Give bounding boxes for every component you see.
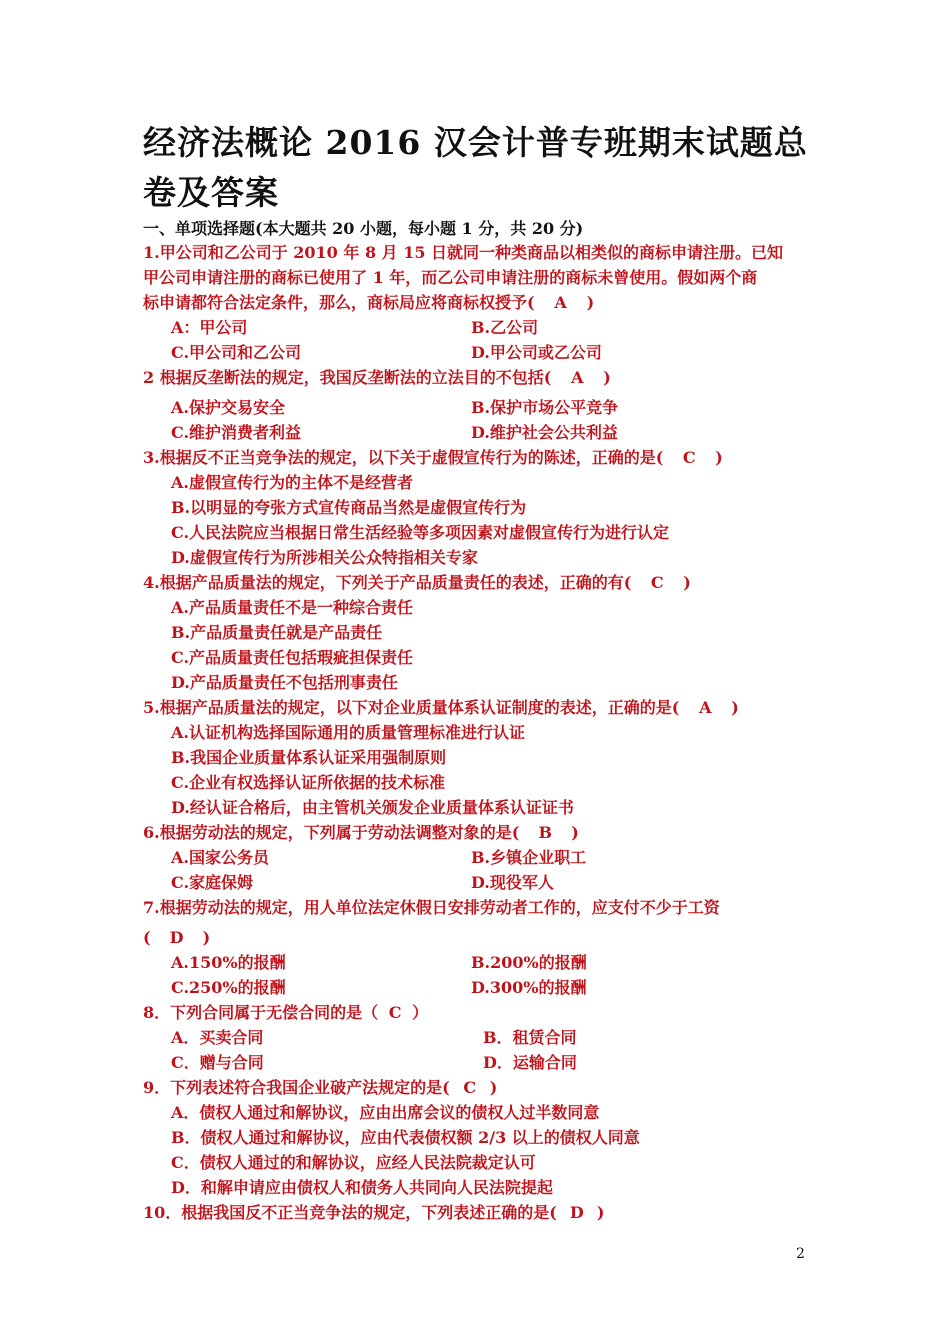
option-a: A.150%的报酬 (171, 953, 286, 972)
question-7: 7.根据劳动法的规定，用人单位法定休假日安排劳动者工作的，应支付不少于工资 (143, 898, 720, 917)
document-title: 经济法概论 2016 汉会计普专班期末试题总卷及答案 (143, 123, 808, 212)
question-3: 3.根据反不正当竞争法的规定，以下关于虚假宣传行为的陈述，正确的是( C ) (143, 448, 723, 467)
page-number: 2 (796, 1246, 805, 1262)
question-2: 2 根据反垄断法的规定，我国反垄断法的立法目的不包括( A ) (143, 368, 611, 387)
option-a: A.国家公务员 (171, 848, 269, 867)
option-a: A.保护交易安全 (171, 398, 285, 417)
option-a: A．债权人通过和解协议，应由出席会议的债权人过半数同意 (171, 1103, 600, 1122)
option-b: B．租赁合同 (483, 1028, 577, 1047)
section-heading: 一、单项选择题(本大题共 20 小题，每小题 1 分，共 20 分) (143, 219, 584, 238)
answer: C (463, 1078, 477, 1097)
option-c: C.产品质量责任包括瑕疵担保责任 (171, 648, 414, 667)
question-9: 9．下列表述符合我国企业破产法规定的是( C ) (143, 1078, 498, 1097)
option-c: C.250%的报酬 (171, 978, 286, 997)
answer: B (538, 823, 553, 842)
question-10: 10．根据我国反不正当竞争法的规定，下列表述正确的是( D ) (143, 1203, 605, 1222)
question-1-line-2: 甲公司申请注册的商标已使用了 1 年，而乙公司申请注册的商标未曾使用。假如两个商 (143, 268, 758, 287)
option-a: A.产品质量责任不是一种综合责任 (171, 598, 413, 617)
question-1-line-1: 1.甲公司和乙公司于 2010 年 8 月 15 日就同一种类商品以相类似的商标申请注册。已知 (143, 243, 784, 262)
answer: A (699, 698, 712, 717)
answer: D (169, 928, 184, 947)
option-b: B.以明显的夸张方式宣传商品当然是虚假宣传行为 (171, 498, 527, 517)
option-d: D.产品质量责任不包括刑事责任 (171, 673, 398, 692)
option-c: C．债权人通过的和解协议，应经人民法院裁定认可 (171, 1153, 536, 1172)
option-a: A.认证机构选择国际通用的质量管理标准进行认证 (171, 723, 525, 742)
question-8: 8．下列合同属于无偿合同的是（ C ） (143, 1003, 429, 1022)
option-c: C.维护消费者利益 (171, 423, 302, 442)
answer: D (569, 1203, 584, 1222)
option-d: D.虚假宣传行为所涉相关公众特指相关专家 (171, 548, 478, 567)
answer: A (571, 368, 584, 387)
option-a: A：甲公司 (171, 318, 248, 337)
option-a: A.虚假宣传行为的主体不是经营者 (171, 473, 413, 492)
option-b: B．债权人通过和解协议，应由代表债权额 2/3 以上的债权人同意 (171, 1128, 640, 1147)
option-d: D.经认证合格后，由主管机关颁发企业质量体系认证证书 (171, 798, 574, 817)
option-c: C.甲公司和乙公司 (171, 343, 302, 362)
option-b: B.保护市场公平竞争 (471, 398, 619, 417)
option-c: C.人民法院应当根据日常生活经验等多项因素对虚假宣传行为进行认定 (171, 523, 670, 542)
answer: C (682, 448, 696, 467)
question-4: 4.根据产品质量法的规定，下列关于产品质量责任的表述，正确的有( C ) (143, 573, 691, 592)
option-c: C.企业有权选择认证所依据的技术标准 (171, 773, 446, 792)
option-d: D．和解申请应由债权人和债务人共同向人民法院提起 (171, 1178, 553, 1197)
answer: A (554, 293, 567, 312)
option-d: D．运输合同 (483, 1053, 577, 1072)
answer: C (650, 573, 664, 592)
option-b: B.产品质量责任就是产品责任 (171, 623, 383, 642)
question-6: 6.根据劳动法的规定，下列属于劳动法调整对象的是( B ) (143, 823, 579, 842)
option-b: B.我国企业质量体系认证采用强制原则 (171, 748, 447, 767)
option-a: A．买卖合同 (171, 1028, 264, 1047)
answer: C (388, 1003, 402, 1022)
option-b: B.乡镇企业职工 (471, 848, 587, 867)
option-d: D.维护社会公共利益 (471, 423, 618, 442)
question-5: 5.根据产品质量法的规定，以下对企业质量体系认证制度的表述，正确的是( A ) (143, 698, 739, 717)
option-c: C．赠与合同 (171, 1053, 264, 1072)
option-b: B.200%的报酬 (471, 953, 587, 972)
option-d: D.甲公司或乙公司 (471, 343, 602, 362)
option-d: D.现役军人 (471, 873, 554, 892)
option-c: C.家庭保姆 (171, 873, 254, 892)
option-b: B.乙公司 (471, 318, 539, 337)
option-d: D.300%的报酬 (471, 978, 587, 997)
question-7-answer-line: ( D ) (143, 928, 211, 947)
question-1-line-3: 标申请都符合法定条件，那么，商标局应将商标权授予( A ) (143, 293, 595, 312)
